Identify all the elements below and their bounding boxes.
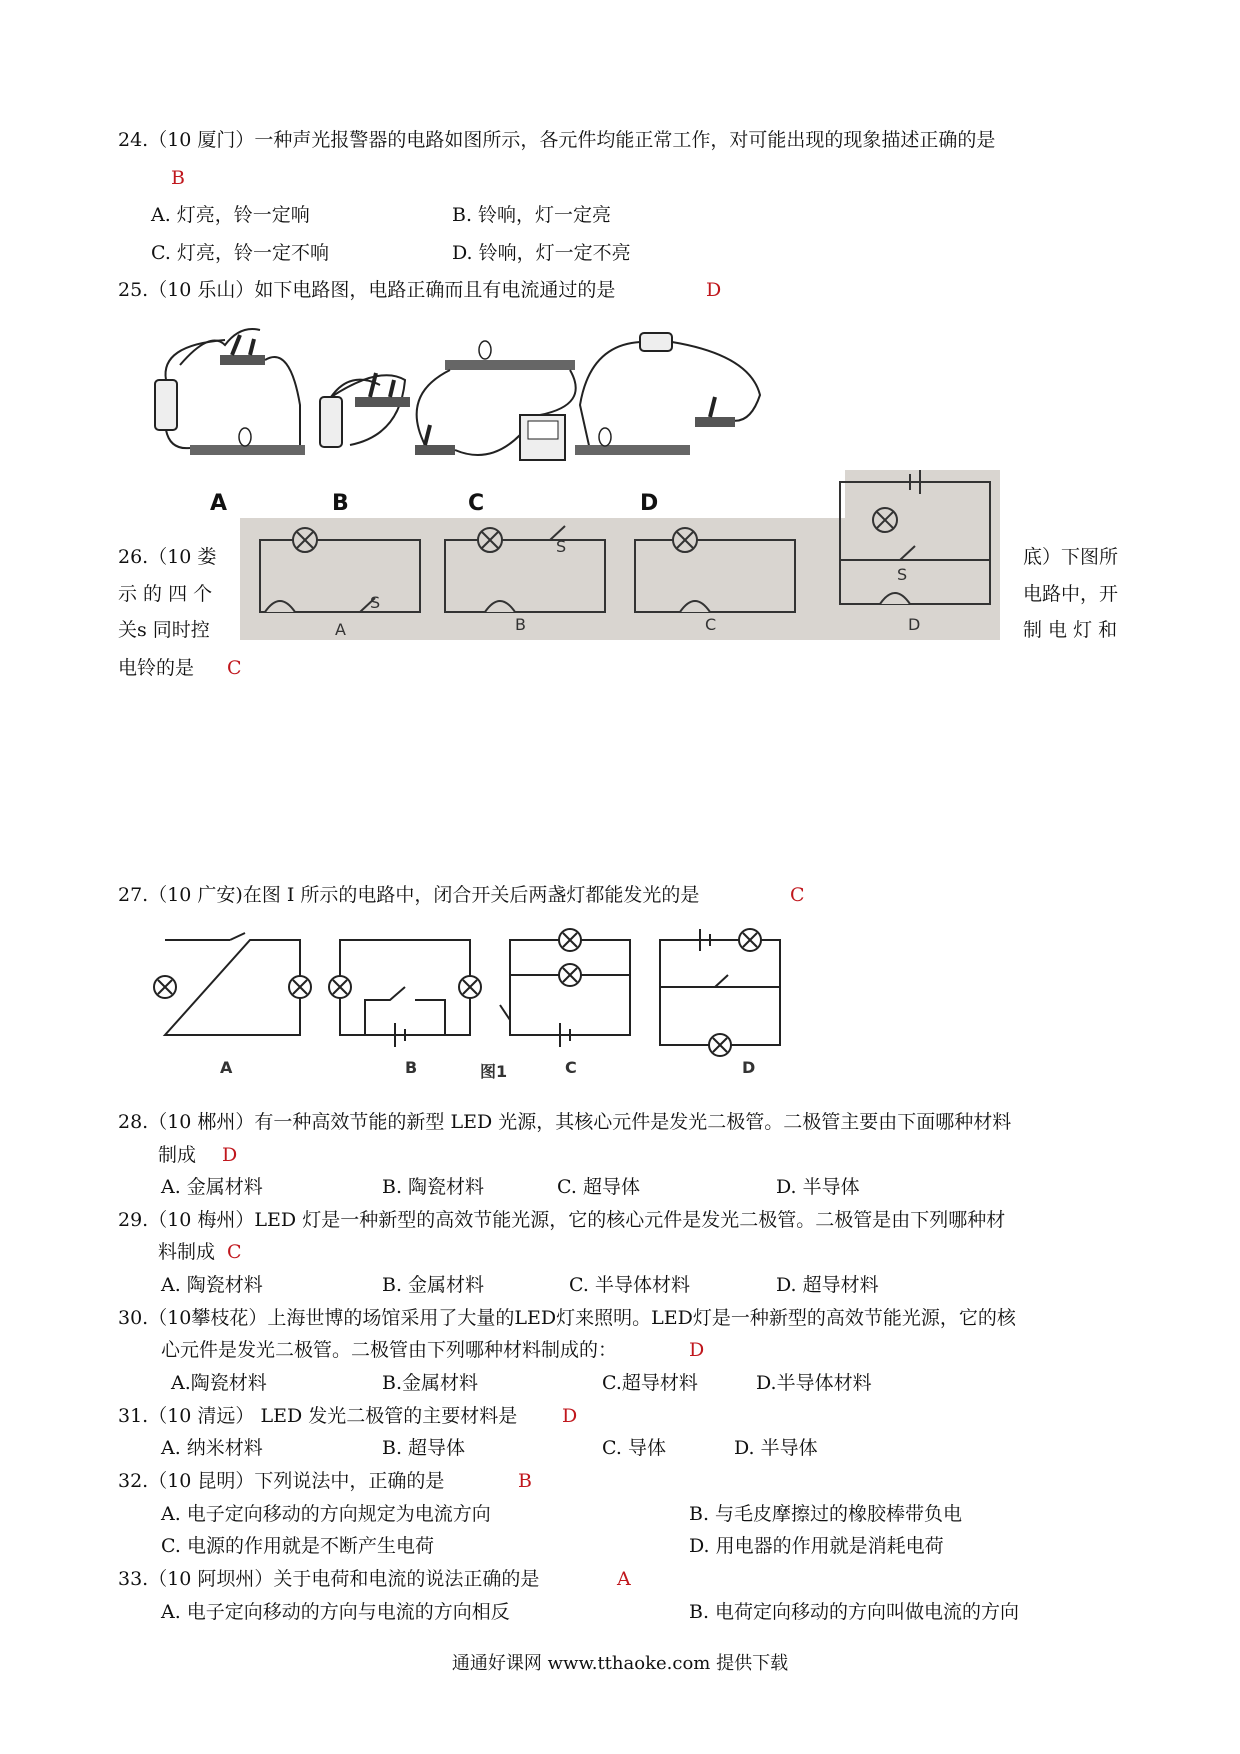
q32-option-d: D. 用电器的作用就是消耗电荷 xyxy=(689,1535,944,1557)
q30-option-b: B.金属材料 xyxy=(382,1372,479,1394)
q26-line1-right: 底）下图所 xyxy=(1023,546,1119,568)
q31-option-b: B. 超导体 xyxy=(382,1437,466,1459)
q29-option-a: A. 陶瓷材料 xyxy=(161,1274,263,1296)
q25-label-a: A xyxy=(210,491,228,515)
q31-stem: 31.（10 清远） LED 发光二极管的主要材料是 xyxy=(118,1405,518,1427)
q27-label-b: B xyxy=(405,1058,418,1077)
q28-stem-line2: 制成 xyxy=(158,1144,197,1166)
q32-answer: B xyxy=(518,1470,532,1492)
q24-answer: B xyxy=(171,167,185,189)
q33-option-a: A. 电子定向移动的方向与电流的方向相反 xyxy=(161,1601,510,1623)
q27-stem: 27.（10 广安)在图 I 所示的电路中，闭合开关后两盏灯都能发光的是 xyxy=(118,884,700,906)
q25-circuit-b xyxy=(320,373,410,447)
q26-switch-b: S xyxy=(556,537,567,556)
q32-option-a: A. 电子定向移动的方向规定为电流方向 xyxy=(161,1503,491,1525)
q28-option-c: C. 超导体 xyxy=(557,1176,640,1198)
q24-option-c: C. 灯亮，铃一定不响 xyxy=(151,242,329,264)
q27-figure xyxy=(150,925,810,1085)
q30-stem-line2: 心元件是发光二极管。二极管由下列哪种材料制成的： xyxy=(161,1339,618,1361)
q29-option-d: D. 超导材料 xyxy=(776,1274,879,1296)
q29-stem-line2: 料制成 xyxy=(158,1241,216,1263)
q30-option-d: D.半导体材料 xyxy=(756,1372,872,1394)
q30-option-c: C.超导材料 xyxy=(602,1372,698,1394)
q26-line1-left: 26.（10 娄 xyxy=(118,546,217,568)
q27-label-d: D xyxy=(742,1058,756,1077)
q24-option-a: A. 灯亮，铃一定响 xyxy=(151,204,310,226)
q29-option-b: B. 金属材料 xyxy=(382,1274,485,1296)
q33-answer: A xyxy=(617,1568,631,1590)
q25-answer: D xyxy=(706,279,722,301)
q27-figure-caption: 图1 xyxy=(480,1062,508,1081)
q28-stem-line1: 28.（10 郴州）有一种高效节能的新型 LED 光源，其核心元件是发光二极管。二极管主要由下面哪种材料 xyxy=(118,1111,1012,1133)
q33-option-b: B. 电荷定向移动的方向叫做电流的方向 xyxy=(689,1601,1020,1623)
q25-circuit-a xyxy=(155,329,305,455)
q26-answer: C xyxy=(227,657,242,679)
q26-figure xyxy=(240,470,1000,640)
q30-option-a: A.陶瓷材料 xyxy=(171,1372,267,1394)
q25-label-b: B xyxy=(332,491,349,515)
q26-switch-d: S xyxy=(897,565,908,584)
q27-label-a: A xyxy=(220,1058,233,1077)
q28-option-d: D. 半导体 xyxy=(776,1176,860,1198)
q26-line2-left: 示 的 四 个 xyxy=(118,583,213,605)
q24-option-d: D. 铃响，灯一定不亮 xyxy=(452,242,631,264)
q24-option-b: B. 铃响，灯一定亮 xyxy=(452,204,612,226)
q26-line4: 电铃的是 xyxy=(118,657,195,679)
q28-answer: D xyxy=(222,1144,238,1166)
q29-answer: C xyxy=(227,1241,242,1263)
q26-label-b: B xyxy=(515,615,526,634)
q25-circuit-d xyxy=(575,333,760,455)
q26-label-a: A xyxy=(335,620,346,639)
q31-answer: D xyxy=(562,1405,578,1427)
q24-stem: 24.（10 厦门）一种声光报警器的电路如图所示，各元件均能正常工作，对可能出现的现象描述正确的是 xyxy=(118,129,996,151)
q26-line2-right: 电路中，开 xyxy=(1023,583,1119,605)
q31-option-c: C. 导体 xyxy=(602,1437,666,1459)
q26-label-c: C xyxy=(705,615,717,634)
q29-stem-line1: 29.（10 梅州）LED 灯是一种新型的高效节能光源，它的核心元件是发光二极管。二极管是由下列哪种材 xyxy=(118,1209,1006,1231)
q30-stem-line1: 30.（10攀枝花）上海世博的场馆采用了大量的LED灯来照明。LED灯是一种新型的高效节能光源，它的核 xyxy=(118,1307,1016,1329)
q26-switch-a: S xyxy=(370,593,381,612)
q25-stem: 25.（10 乐山）如下电路图，电路正确而且有电流通过的是 xyxy=(118,279,616,301)
q26-line3-left: 关s 同时控 xyxy=(118,619,210,641)
q27-label-c: C xyxy=(565,1058,577,1077)
q32-option-b: B. 与毛皮摩擦过的橡胶棒带负电 xyxy=(689,1503,963,1525)
q26-label-d: D xyxy=(908,615,921,634)
q29-option-c: C. 半导体材料 xyxy=(569,1274,690,1296)
q32-stem: 32.（10 昆明）下列说法中，正确的是 xyxy=(118,1470,445,1492)
q25-circuit-c xyxy=(415,341,576,460)
q31-option-d: D. 半导体 xyxy=(734,1437,818,1459)
q26-line3-right: 制 电 灯 和 xyxy=(1023,619,1118,641)
q31-option-a: A. 纳米材料 xyxy=(161,1437,263,1459)
page-footer: 通通好课网 www.tthaoke.com 提供下载 xyxy=(451,1653,789,1674)
q28-option-b: B. 陶瓷材料 xyxy=(382,1176,485,1198)
q32-option-c: C. 电源的作用就是不断产生电荷 xyxy=(161,1535,434,1557)
q27-answer: C xyxy=(790,884,805,906)
q30-answer: D xyxy=(689,1339,705,1361)
q25-label-c: C xyxy=(468,491,485,515)
q25-label-d: D xyxy=(640,491,659,515)
q28-option-a: A. 金属材料 xyxy=(161,1176,263,1198)
q33-stem: 33.（10 阿坝州）关于电荷和电流的说法正确的是 xyxy=(118,1568,540,1590)
